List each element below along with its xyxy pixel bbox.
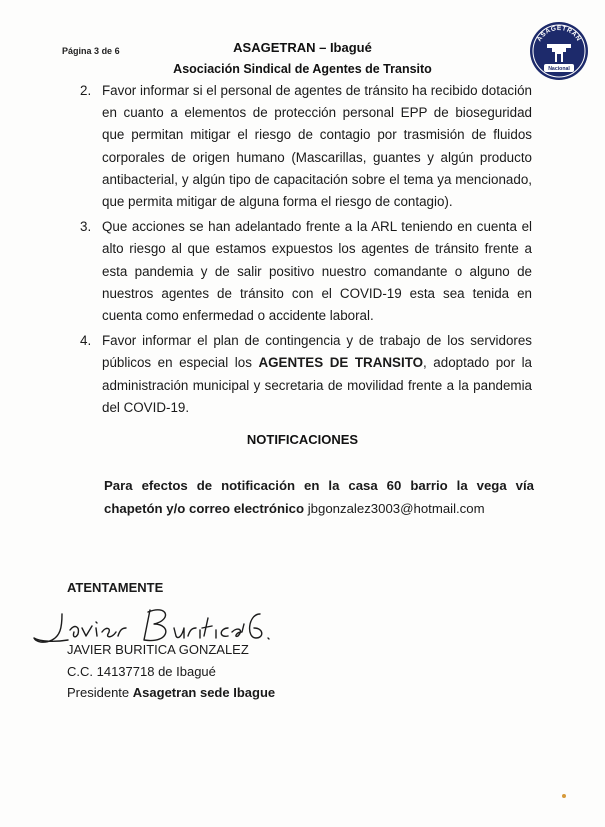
logo-ribbon-text: Nacional <box>548 66 570 72</box>
item-text: Que acciones se han adelantado frente a la ARL teniendo en cuenta el alto riesgo al que estamos expuestos los agentes de tránsito frente a esta pandemia y de salir positivo nuestro comandante o alguno de nuestros agentes de tránsito con el COVID-19 esta sea tenida en cuenta como enfermedad o accidente laboral. <box>102 219 532 324</box>
notifications-heading: NOTIFICACIONES <box>246 432 359 447</box>
list-item <box>80 80 532 213</box>
asagetran-logo <box>528 20 590 82</box>
item-text: Favor informar si el personal de agentes de tránsito ha recibido dotación en cuanto a elementos de protección personal EPP de bioseguridad que permitan mitigar el riesgo de contagio por trasmisión de fluidos corporales de origen humano (Mascarillas, guantes y algún producto antibacterial, y algún tipo de capacitación sobre el tema ya mencionado, que permita mitigar de alguna forma el riesgo de contagio). <box>102 83 532 210</box>
list-item <box>80 330 532 419</box>
item-text-before: Favor informar el plan de contingencia y de trabajo de los servidores públicos en especial los <box>102 333 532 371</box>
page-total: 6 <box>114 46 120 56</box>
page-prefix: Página <box>62 46 92 56</box>
notifications-text <box>104 474 534 520</box>
page-of: de <box>101 46 113 56</box>
closing-salutation: ATENTAMENTE <box>67 580 164 595</box>
paper-speck <box>562 794 566 798</box>
org-full-title: Asociación Sindical de Agentes de Transito <box>173 62 432 76</box>
item-text-bold: AGENTES DE TRANSITO <box>258 355 424 371</box>
org-short-title: ASAGETRAN – Ibagué <box>233 40 372 55</box>
item-number: 4. <box>80 333 92 349</box>
page-current: 3 <box>94 46 100 56</box>
signer-id: C.C. 14137718 de Ibagué <box>67 664 216 679</box>
request-list <box>80 80 532 419</box>
item-number: 2. <box>80 83 92 98</box>
item-number: 3. <box>80 219 92 235</box>
notifications-body: Para efectos de notificación en la casa 60 barrio la vega vía chapetón y/o correo electrónico <box>104 478 534 516</box>
signer-name: JAVIER BURITICA GONZALEZ <box>67 642 249 657</box>
notification-email: jbgonzalez3003@hotmail.com <box>307 501 485 516</box>
role-prefix: Presidente <box>67 685 130 700</box>
list-item <box>80 216 532 327</box>
item-text-after: , adoptado por la administración municipal y secretaria de movilidad frente a la pandemia del COVID-19. <box>102 355 533 415</box>
role-org: Asagetran sede Ibague <box>132 685 276 700</box>
signature-text: Javier Buritica G. <box>32 600 40 601</box>
logo-arc-text: ASAGETRAN <box>535 24 583 43</box>
signer-role <box>67 685 275 700</box>
